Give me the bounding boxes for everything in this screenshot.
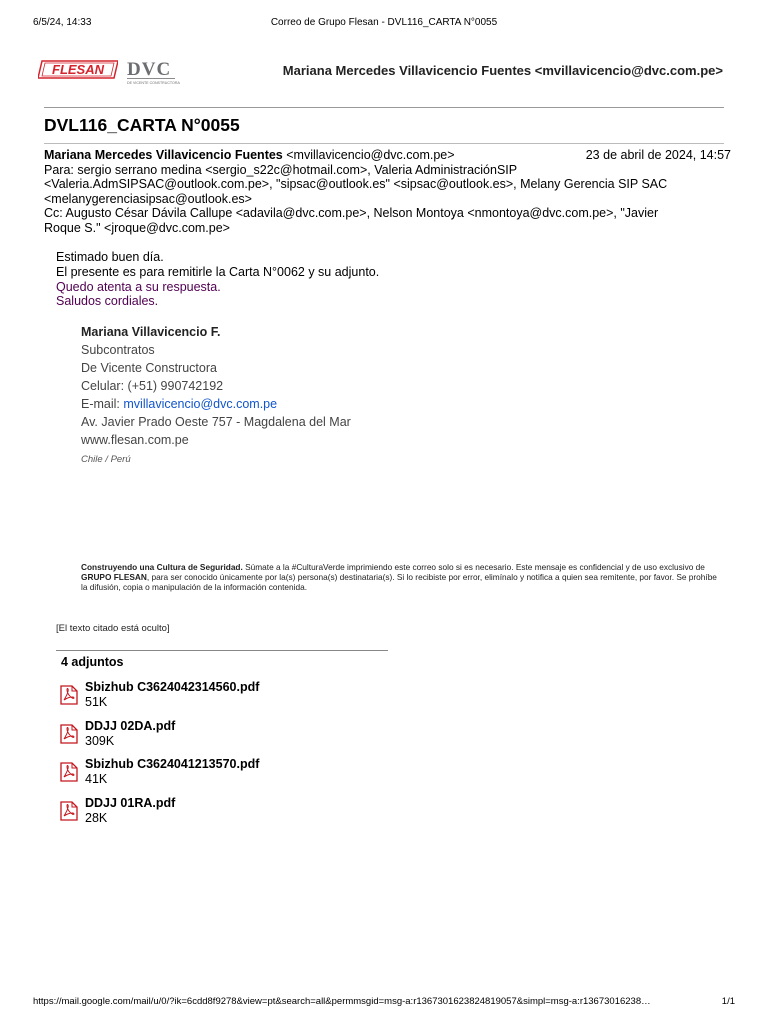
signature-email-line <box>81 395 351 413</box>
to-line: <melanygerenciasipsac@outlook.es> <box>44 191 252 206</box>
divider <box>56 650 388 651</box>
email-subject: DVL116_CARTA N°0055 <box>44 115 240 135</box>
cc-line: Cc: Augusto César Dávila Callupe <adavila@dvc.com.pe>, Nelson Montoya <nmontoya@dvc.com.pe>, "Javier <box>44 206 659 221</box>
body-line: Saludos cordiales. <box>56 294 159 309</box>
body-line: El presente es para remitirle la Carta N°0062 y su adjunto. <box>56 264 380 279</box>
disclaimer-bold: Construyendo una Cultura de Seguridad. <box>81 562 243 572</box>
quoted-text-hidden[interactable]: [El texto citado está oculto] <box>56 623 170 634</box>
to-line: <Valeria.AdmSIPSAC@outlook.com.pe>, "sipsac@outlook.es" <sipsac@outlook.es>, Melany Gerencia SIP SAC <box>44 177 668 192</box>
message-date: 23 de abril de 2024, 14:57 <box>585 148 731 162</box>
print-page-number: 1/1 <box>721 996 735 1007</box>
pdf-icon <box>60 724 78 744</box>
attachments-title: 4 adjuntos <box>61 655 124 669</box>
divider <box>44 107 724 108</box>
attachment-size: 309K <box>85 733 115 748</box>
svg-text:FLESAN: FLESAN <box>52 62 104 77</box>
signature-name: Mariana Villavicencio F. <box>81 325 221 339</box>
account-header: Mariana Mercedes Villavicencio Fuentes <mvillavicencio@dvc.com.pe> <box>282 63 723 78</box>
svg-text:DE VICENTE CONSTRUCTORA: DE VICENTE CONSTRUCTORA <box>127 81 180 85</box>
disclaimer-bold: GRUPO FLESAN <box>81 572 147 582</box>
sender-email: <mvillavicencio@dvc.com.pe> <box>286 148 455 162</box>
attachment-name[interactable]: DDJJ 01RA.pdf <box>85 795 176 810</box>
pdf-icon <box>60 801 78 821</box>
print-datetime: 6/5/24, 14:33 <box>33 17 92 28</box>
signature-company: De Vicente Constructora <box>81 361 217 375</box>
signature-web: www.flesan.com.pe <box>81 433 189 447</box>
print-url: https://mail.google.com/mail/u/0/?ik=6cdd8f9278&view=pt&search=all&permmsgid=msg-a:r1367301623824819057&simpl=msg-a:r13673016238… <box>33 996 651 1007</box>
signature-email-label: E-mail: <box>81 397 124 411</box>
signature-phone: Celular: (+51) 990742192 <box>81 379 224 393</box>
attachment-name[interactable]: Sbizhub C3624042314560.pdf <box>85 680 260 694</box>
signature-role: Subcontratos <box>81 343 155 357</box>
attachment-size: 41K <box>85 772 108 787</box>
body-line: Quedo atenta a su respuesta. <box>56 279 221 294</box>
divider <box>44 143 724 144</box>
email-signature <box>81 323 351 469</box>
signature-country: Chile / Perú <box>81 454 131 465</box>
message-header <box>44 148 734 236</box>
attachments-list <box>60 680 460 834</box>
attachment-item[interactable] <box>60 796 460 835</box>
disclaimer-text: , para ser conocido únicamente por la(s) persona(s) destinataria(s). Si lo recibiste por error, elimínalo y notifica a quien sea remitente, por favor. Se prohíbe la difusión, copia o manipulación de la información contenida. <box>81 572 717 592</box>
dvc-logo <box>126 58 186 86</box>
attachment-size: 51K <box>85 695 108 709</box>
sender-line <box>44 148 734 163</box>
flesan-logo <box>38 60 118 79</box>
pdf-icon <box>60 685 78 705</box>
legal-disclaimer <box>81 562 723 592</box>
attachment-name[interactable]: DDJJ 02DA.pdf <box>85 718 176 733</box>
svg-text:DVC: DVC <box>127 59 172 80</box>
attachment-item[interactable] <box>60 757 460 796</box>
attachment-item[interactable] <box>60 680 460 719</box>
to-line: Para: sergio serrano medina <sergio_s22c@hotmail.com>, Valeria AdministraciónSIP <box>44 162 518 177</box>
sender-name: Mariana Mercedes Villavicencio Fuentes <box>44 148 283 162</box>
print-title: Correo de Grupo Flesan - DVL116_CARTA N°0055 <box>270 17 498 28</box>
attachment-name[interactable]: Sbizhub C3624041213570.pdf <box>85 757 260 772</box>
signature-email-link[interactable]: mvillavicencio@dvc.com.pe <box>123 397 278 411</box>
attachment-size: 28K <box>85 810 108 825</box>
signature-address: Av. Javier Prado Oeste 757 - Magdalena del Mar <box>81 415 351 429</box>
cc-line: Roque S." <jroque@dvc.com.pe> <box>44 220 230 235</box>
disclaimer-text: Súmate a la #CulturaVerde imprimiendo este correo solo si es necesario. Este mensaje es confidencial y de uso exclusivo de <box>242 562 705 572</box>
message-body <box>56 250 379 309</box>
pdf-icon <box>60 762 78 782</box>
attachment-item[interactable] <box>60 719 460 758</box>
body-line: Estimado buen día. <box>56 250 164 264</box>
